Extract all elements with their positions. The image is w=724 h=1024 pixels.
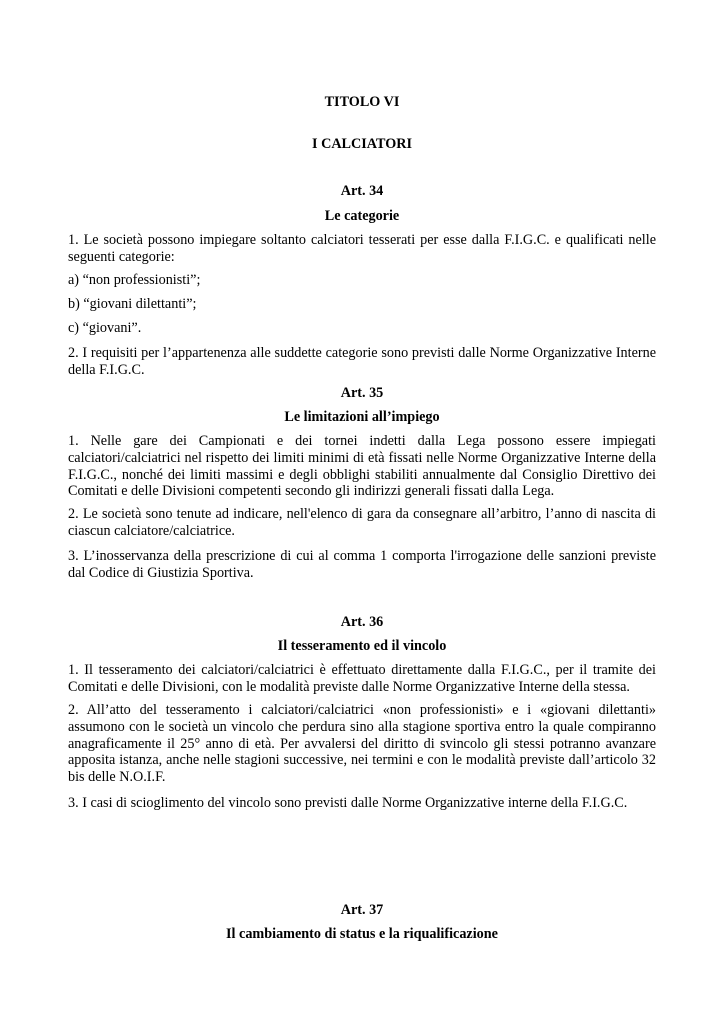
section-title: TITOLO VI bbox=[324, 94, 400, 110]
art35-subheading: Le limitazioni all’impiego bbox=[284, 409, 440, 425]
section-subtitle: I CALCIATORI bbox=[312, 136, 412, 152]
art34-item-a: a) “non professionisti”; bbox=[68, 272, 201, 288]
art36-subheading: Il tesseramento ed il vincolo bbox=[277, 638, 447, 654]
art37-heading: Art. 37 bbox=[340, 902, 384, 918]
art35-paragraph-1: 1. Nelle gare dei Campionati e dei tornei indetti dalla Lega possono essere impiegati calciatori/calciatrici nel rispetto dei limiti minimi di età fissati nelle Norme Organizzative Interne della F.I.G.C., nonché dei limiti massimi e degli obblighi stabiliti annualmente dal Consiglio Direttivo dei Comitati e delle Divisioni competenti secondo gli indirizzi generali fissati dalla Lega. bbox=[68, 433, 656, 500]
art34-heading: Art. 34 bbox=[340, 183, 384, 199]
art35-heading: Art. 35 bbox=[340, 385, 384, 401]
art36-paragraph-2: 2. All’atto del tesseramento i calciatori/calciatrici «non professionisti» e i «giovani dilettanti» assumono con le società un vincolo che perdura sino alla stagione sportiva entro la quale compiranno anagraficamente il 25° anno di età. Per avvalersi del diritto di svincolo gli stessi potranno avanzare apposita istanza, anche nelle stagioni successive, nei termini e con le modalità previste dall’articolo 32 bis delle N.O.I.F. bbox=[68, 702, 656, 786]
art34-item-c: c) “giovani”. bbox=[68, 320, 142, 336]
art37-subheading: Il cambiamento di status e la riqualificazione bbox=[226, 926, 498, 942]
art35-paragraph-3: 3. L’inosservanza della prescrizione di cui al comma 1 comporta l'irrogazione delle sanzioni previste dal Codice di Giustizia Sportiva. bbox=[68, 548, 656, 581]
art36-paragraph-1: 1. Il tesseramento dei calciatori/calciatrici è effettuato direttamente dalla F.I.G.C., per il tramite dei Comitati e delle Divisioni, con le modalità previste dalle Norme Organizzative Interne della stessa. bbox=[68, 662, 656, 695]
art34-subheading: Le categorie bbox=[324, 208, 400, 224]
art34-paragraph-1: 1. Le società possono impiegare soltanto calciatori tesserati per esse dalla F.I.G.C. e qualificati nelle seguenti categorie: bbox=[68, 232, 656, 265]
art35-paragraph-2: 2. Le società sono tenute ad indicare, nell'elenco di gara da consegnare all’arbitro, l’anno di nascita di ciascun calciatore/calciatrice. bbox=[68, 506, 656, 539]
art36-heading: Art. 36 bbox=[340, 614, 384, 630]
art34-paragraph-2: 2. I requisiti per l’appartenenza alle suddette categorie sono previsti dalle Norme Organizzative Interne della F.I.G.C. bbox=[68, 345, 656, 378]
art36-paragraph-3: 3. I casi di scioglimento del vincolo sono previsti dalle Norme Organizzative interne della F.I.G.C. bbox=[68, 795, 628, 811]
art34-item-b: b) “giovani dilettanti”; bbox=[68, 296, 197, 312]
